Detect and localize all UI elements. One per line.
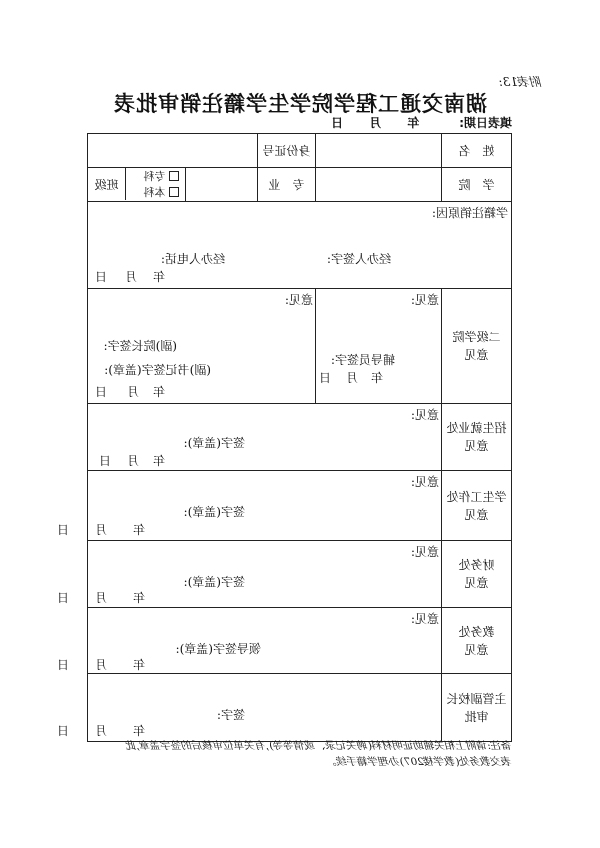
admissions-day: 日 [98, 454, 111, 468]
student-affairs-year: 年 [132, 523, 145, 537]
appendix-number: 附表13: [498, 75, 542, 89]
class-label: 班级 [88, 168, 126, 200]
vice-president-sign-label: 签字: [216, 708, 245, 722]
student-affairs-opinion-cell[interactable] [56, 471, 441, 541]
row-name-id [87, 134, 511, 168]
reason-label: 学籍注销原因: [431, 206, 508, 220]
secretary-sign-label: (副)书记签字(盖章): [104, 363, 211, 377]
finance-sign-label: 签字(盖章): [183, 575, 245, 589]
student-affairs-label-line2: 意见 [464, 507, 489, 522]
admissions-label [442, 404, 512, 471]
reason-day: 日 [94, 270, 107, 284]
major-value[interactable] [186, 168, 258, 202]
vice-president-approval-cell[interactable] [56, 674, 441, 742]
vice-president-day: 日 [56, 724, 69, 738]
reason-year: 年 [152, 270, 165, 284]
counselor-opinion-label: 意见: [410, 293, 439, 307]
row-academic-affairs [87, 608, 511, 674]
college-label: 学 院 [442, 168, 512, 202]
counselor-year: 年 [370, 371, 383, 385]
fill-date-year: 年 [407, 116, 420, 130]
fill-date-month: 月 [369, 116, 382, 130]
counselor-month: 月 [345, 371, 358, 385]
type-class-cell [87, 168, 185, 202]
row-reason [87, 202, 511, 289]
academic-affairs-opinion-cell[interactable] [56, 608, 441, 674]
college-value[interactable] [316, 168, 442, 202]
fill-date [331, 114, 512, 131]
student-affairs-label-line1: 学生工作处 [446, 489, 507, 504]
counselor-sign-label: 辅导员签字: [330, 353, 395, 367]
handler-phone-label: 经办人电话: [160, 252, 225, 266]
student-affairs-sign-label: 签字(盖章): [183, 505, 245, 519]
dean-day: 日 [94, 385, 107, 399]
name-value[interactable] [316, 134, 442, 168]
fill-date-day: 日 [331, 116, 344, 130]
academic-affairs-label [442, 608, 512, 674]
student-affairs-opinion-label: 意见: [410, 475, 439, 489]
admissions-label-line2: 意见 [464, 439, 489, 453]
admissions-label-line1: 招生就业处 [446, 421, 507, 435]
academic-affairs-sign-label: 领导签字(盖章): [175, 642, 261, 656]
fill-date-label: 填表日期: [459, 116, 512, 130]
academic-affairs-day: 日 [56, 658, 69, 672]
zhuanke-option[interactable] [126, 168, 182, 184]
dean-year: 年 [152, 385, 165, 399]
vice-president-label [442, 674, 512, 742]
academic-affairs-year: 年 [132, 658, 145, 672]
dean-sign-label: (副)院长签字: [103, 339, 177, 353]
finance-label-line2: 意见 [464, 576, 489, 590]
college-opinion-label [442, 289, 512, 404]
row-college-major [87, 168, 511, 202]
academic-affairs-opinion-label: 意见: [410, 612, 439, 626]
student-affairs-day: 日 [56, 523, 69, 537]
finance-label [442, 541, 512, 608]
form-title: 湖南交通工程学院学生学籍注销审批表 [113, 92, 487, 116]
reason-month: 月 [124, 270, 137, 284]
id-label: 身份证号 [258, 134, 316, 168]
student-affairs-label [442, 471, 512, 541]
finance-opinion-label: 意见: [410, 545, 439, 559]
benke-checkbox[interactable] [169, 187, 179, 197]
row-college-opinion [87, 289, 511, 404]
college-opinion-label-line1: 二级学院 [452, 330, 501, 344]
reason-cell[interactable] [87, 202, 511, 289]
college-opinion-label-line2: 意见 [464, 348, 489, 362]
academic-affairs-label-line2: 意见 [464, 642, 489, 657]
vice-president-month: 月 [94, 724, 107, 738]
row-student-affairs [87, 471, 511, 541]
counselor-opinion-cell[interactable] [316, 289, 442, 404]
vice-president-label-line2: 审批 [464, 709, 489, 724]
vice-president-year: 年 [132, 724, 145, 738]
approval-form-table [56, 133, 512, 742]
dean-opinion-cell[interactable] [87, 289, 315, 404]
finance-opinion-cell[interactable] [56, 541, 441, 608]
zhuanke-label: 专科 [143, 170, 166, 183]
footnote-line2: 表交教务处(教学楼207)办理学籍手续。 [326, 756, 512, 768]
row-finance [87, 541, 511, 608]
row-vice-president [87, 674, 511, 742]
major-label: 专 业 [258, 168, 316, 202]
student-affairs-month: 月 [94, 523, 107, 537]
academic-affairs-label-line1: 教务处 [458, 624, 495, 639]
admissions-year: 年 [152, 454, 165, 468]
finance-month: 月 [94, 591, 107, 605]
dean-opinion-label: 意见: [284, 293, 313, 307]
id-value[interactable] [87, 134, 257, 168]
academic-affairs-month: 月 [94, 658, 107, 672]
admissions-opinion-label: 意见: [410, 408, 439, 422]
row-admissions [87, 404, 511, 471]
vice-president-label-line1: 主管副校长 [446, 691, 507, 706]
finance-label-line1: 财务处 [458, 558, 495, 572]
handler-sign-label: 经办人签字: [326, 252, 391, 266]
finance-year: 年 [132, 591, 145, 605]
benke-label: 本科 [143, 186, 166, 199]
admissions-month: 月 [126, 454, 139, 468]
name-label: 姓 名 [442, 134, 512, 168]
finance-day: 日 [56, 591, 69, 605]
admissions-opinion-cell[interactable] [87, 404, 441, 471]
counselor-day: 日 [318, 371, 331, 385]
benke-option[interactable] [126, 184, 182, 200]
zhuanke-checkbox[interactable] [169, 171, 179, 181]
footnote-line1: 备注:请附上相关辅助证明材料(聘关记录、或情等等),有关单位审核后的签字盖章,此 [126, 740, 512, 752]
dean-month: 月 [126, 385, 139, 399]
admissions-sign-label: 签字(盖章): [183, 436, 245, 450]
